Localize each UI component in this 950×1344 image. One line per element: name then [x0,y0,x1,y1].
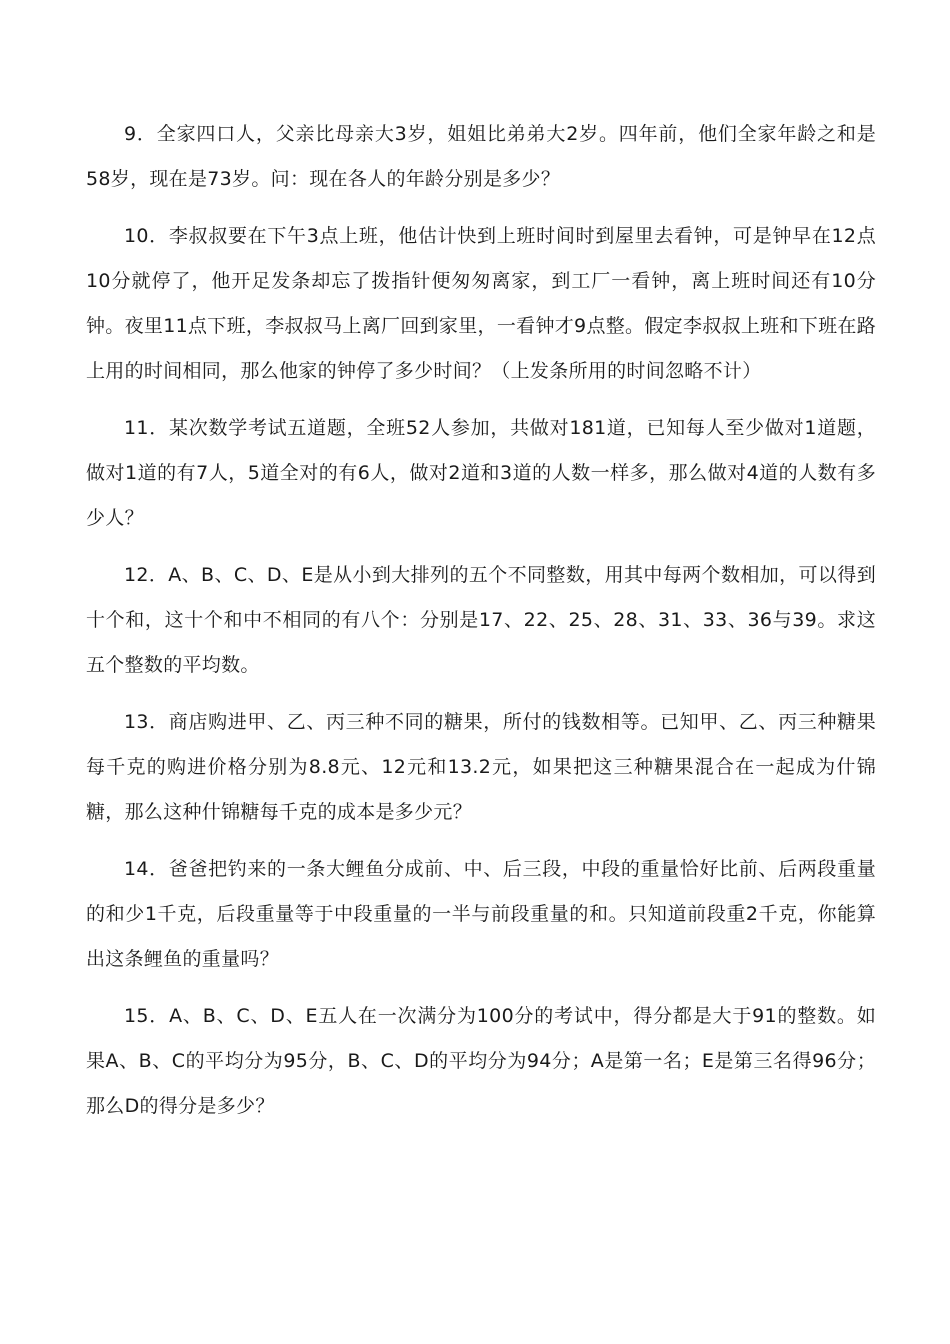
problem-9: 9．全家四口人，父亲比母亲大3岁，姐姐比弟弟大2岁。四年前，他们全家年龄之和是58岁，现在是73岁。问：现在各人的年龄分别是多少？ [86,123,876,190]
problem-12: 12．A、B、C、D、E是从小到大排列的五个不同整数，用其中每两个数相加，可以得到十个和，这十个和中不相同的有八个：分别是17、22、25、28、31、33、36与39。求这五个整数的平均数。 [86,564,876,676]
problem-list [86,112,876,1141]
problem-11: 11．某次数学考试五道题，全班52人参加，共做对181道，已知每人至少做对1道题，做对1道的有7人，5道全对的有6人，做对2道和3道的人数一样多，那么做对4道的人数有多少人？ [86,417,876,529]
problem-15: 15．A、B、C、D、E五人在一次满分为100分的考试中，得分都是大于91的整数。如果A、B、C的平均分为95分，B、C、D的平均分为94分；A是第一名；E是第三名得96分；那么D的得分是多少？ [86,1005,876,1117]
problem-13: 13．商店购进甲、乙、丙三种不同的糖果，所付的钱数相等。已知甲、乙、丙三种糖果每千克的购进价格分别为8.8元、12元和13.2元，如果把这三种糖果混合在一起成为什锦糖，那么这种什锦糖每千克的成本是多少元？ [86,711,876,823]
problem-14: 14．爸爸把钓来的一条大鲤鱼分成前、中、后三段，中段的重量恰好比前、后两段重量的和少1千克，后段重量等于中段重量的一半与前段重量的和。只知道前段重2千克，你能算出这条鲤鱼的重量吗？ [86,858,876,970]
problem-10: 10．李叔叔要在下午3点上班，他估计快到上班时间时到屋里去看钟，可是钟早在12点10分就停了，他开足发条却忘了拨指针便匆匆离家，到工厂一看钟，离上班时间还有10分钟。夜里11点下班，李叔叔马上离厂回到家里，一看钟才9点整。假定李叔叔上班和下班在路上用的时间相同，那么他家的钟停了多少时间？（上发条所用的时间忽略不计） [86,225,876,382]
